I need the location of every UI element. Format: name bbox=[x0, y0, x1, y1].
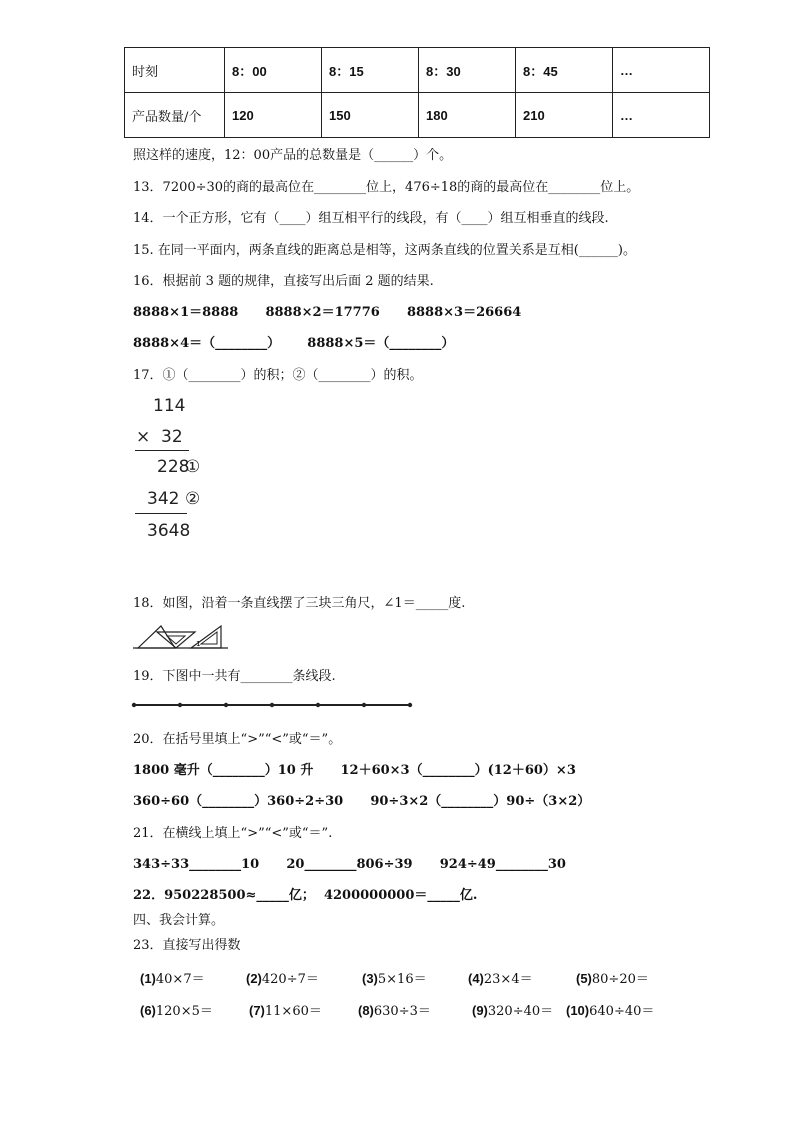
table-cell: 150 bbox=[322, 93, 419, 138]
item-number: (10) bbox=[566, 1003, 590, 1018]
table-cell: 8：45 bbox=[516, 48, 613, 93]
item-number: (5) bbox=[576, 971, 592, 986]
question-12-tail: 照这样的速度，12：00产品的总数量是（______）个。 bbox=[133, 148, 453, 163]
table-cell: … bbox=[613, 93, 710, 138]
calc-item bbox=[358, 1000, 431, 1019]
question-18: 18．如图，沿着一条直线摆了三块三角尺，∠1＝_____度. bbox=[133, 596, 466, 611]
item-expression: 5×16＝ bbox=[377, 972, 427, 987]
item-expression: 80÷20＝ bbox=[591, 972, 649, 987]
item-number: (2) bbox=[246, 971, 262, 986]
question-16-row2: 8888×4＝（________） 8888×5＝（________） bbox=[133, 336, 455, 351]
item-expression: 11×60＝ bbox=[264, 1004, 322, 1019]
vertical-multiplication bbox=[133, 393, 243, 553]
calc-item bbox=[576, 968, 649, 987]
table-cell: 8：00 bbox=[225, 48, 322, 93]
item-number: (8) bbox=[358, 1003, 374, 1018]
item-number: (3) bbox=[362, 971, 378, 986]
calc-item bbox=[140, 1000, 213, 1019]
question-22: 22．950228500≈_____亿； 4200000000＝_____亿. bbox=[133, 888, 478, 903]
item-expression: 23×4＝ bbox=[483, 972, 533, 987]
table-cell: … bbox=[613, 48, 710, 93]
triangle-rulers-figure bbox=[133, 620, 228, 650]
calc-item bbox=[472, 1000, 553, 1019]
question-21-stem: 21．在横线上填上“>”“<”或“＝”. bbox=[133, 826, 333, 841]
calc-item bbox=[246, 968, 319, 987]
item-number: (9) bbox=[472, 1003, 488, 1018]
question-20-stem: 20．在括号里填上“>”“<”或“＝”。 bbox=[133, 732, 342, 747]
calc-item bbox=[566, 1000, 654, 1019]
question-16-row1: 8888×1＝8888 8888×2＝17776 8888×3＝26664 bbox=[133, 305, 522, 320]
calc-item bbox=[362, 968, 427, 987]
item-expression: 320÷40＝ bbox=[487, 1004, 554, 1019]
multiplicand: 114 bbox=[153, 396, 186, 416]
question-21-row: 343÷33________10 20________806÷39 924÷49________30 bbox=[133, 857, 566, 872]
table-cell: 120 bbox=[225, 93, 322, 138]
divider-line bbox=[135, 513, 187, 514]
final-product: 3648 bbox=[147, 521, 191, 541]
question-15: 15. 在同一平面内，两条直线的距离总是相等，这两条直线的位置关系是互相(______)。 bbox=[133, 243, 636, 258]
line-segments-figure bbox=[130, 700, 415, 710]
calc-item bbox=[140, 968, 205, 987]
question-17-stem: 17．①（________）的积；②（________）的积。 bbox=[133, 368, 423, 383]
question-23-stem: 23．直接写出得数 bbox=[133, 938, 241, 953]
question-16-stem: 16．根据前 3 题的规律，直接写出后面 2 题的结果. bbox=[133, 274, 434, 289]
table-cell: 时刻 bbox=[125, 48, 225, 93]
item-expression: 40×7＝ bbox=[155, 972, 205, 987]
question-14: 14．一个正方形，它有（____）组互相平行的线段，有（____）组互相垂直的线段. bbox=[133, 211, 609, 226]
question-20-row2: 360÷60（________）360÷2÷30 90÷3×2（________）90÷（3×2） bbox=[133, 794, 591, 809]
multiplier: × 32 bbox=[136, 427, 183, 447]
production-table bbox=[124, 47, 710, 138]
mark-2: ② bbox=[185, 489, 201, 509]
item-expression: 120×5＝ bbox=[155, 1004, 213, 1019]
table-cell: 8：15 bbox=[322, 48, 419, 93]
table-cell: 产品数量/个 bbox=[125, 93, 225, 138]
question-19: 19．下图中一共有________条线段. bbox=[133, 669, 336, 684]
item-number: (6) bbox=[140, 1003, 156, 1018]
item-expression: 420÷7＝ bbox=[261, 972, 319, 987]
item-expression: 640÷40＝ bbox=[589, 1004, 655, 1019]
partial-product-1: 228 bbox=[157, 457, 190, 477]
divider-line bbox=[135, 450, 189, 451]
mark-1: ① bbox=[185, 457, 201, 477]
section-4-heading: 四、我会计算。 bbox=[133, 913, 225, 928]
calc-item bbox=[249, 1000, 322, 1019]
item-number: (4) bbox=[468, 971, 484, 986]
calc-item bbox=[468, 968, 533, 987]
item-expression: 630÷3＝ bbox=[373, 1004, 431, 1019]
partial-product-2: 342 bbox=[147, 489, 180, 509]
table-row bbox=[125, 48, 710, 93]
question-13: 13．7200÷30的商的最高位在________位上，476÷18的商的最高位在________位上。 bbox=[133, 180, 640, 195]
table-row bbox=[125, 93, 710, 138]
table-cell: 8：30 bbox=[419, 48, 516, 93]
angle-label: 1 bbox=[196, 640, 201, 648]
question-20-row1: 1800 毫升（________）10 升 12＋60×3（________）(12＋60）×3 bbox=[133, 763, 576, 778]
item-number: (7) bbox=[249, 1003, 265, 1018]
table-cell: 180 bbox=[419, 93, 516, 138]
item-number: (1) bbox=[140, 971, 156, 986]
table-cell: 210 bbox=[516, 93, 613, 138]
